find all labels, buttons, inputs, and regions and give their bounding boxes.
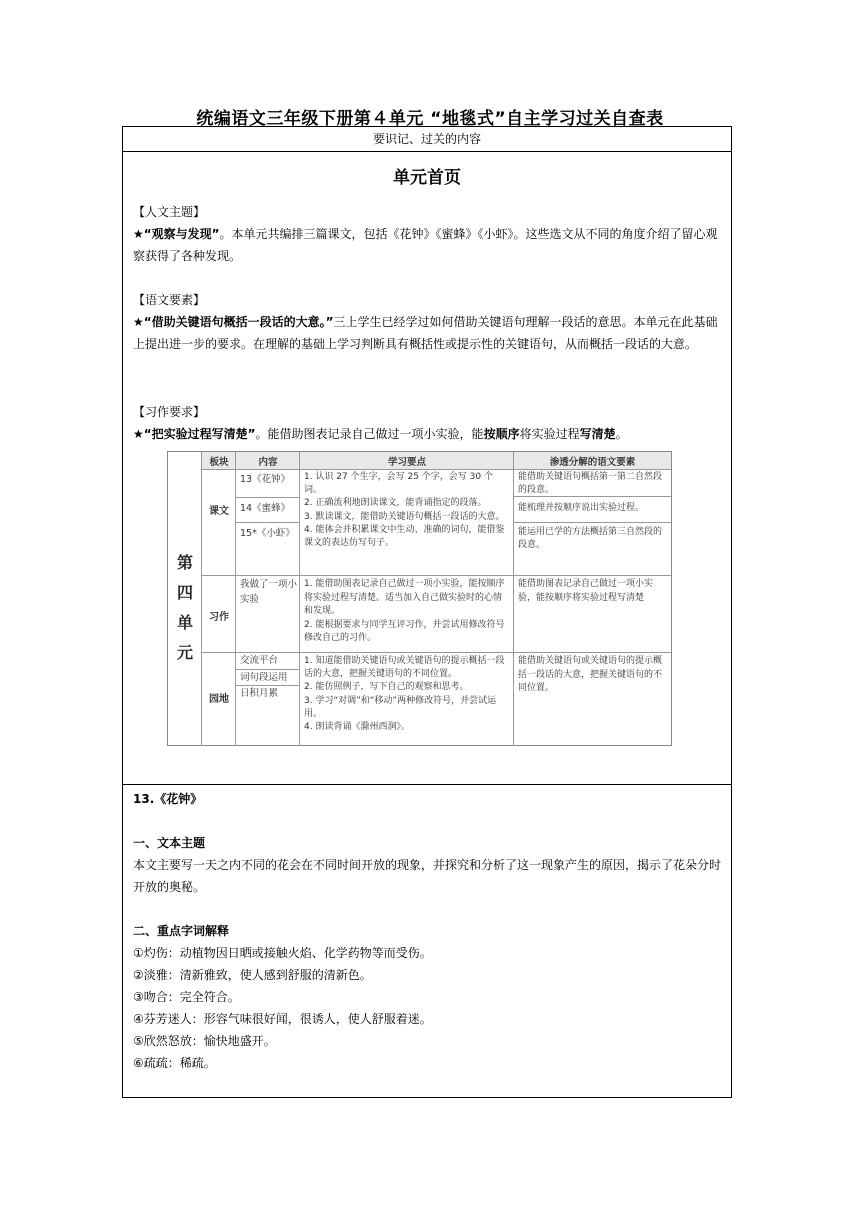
unit-label-char: 四 bbox=[176, 582, 193, 602]
writing-keyword: ★“把实验过程写清楚” bbox=[133, 427, 256, 441]
word-item: ⑤欣然怒放：愉快地盛开。 bbox=[133, 1034, 276, 1048]
theme-text: 。本单元共编排三篇课文，包括《花钟》《蜜蜂》《小虾》。这些选文从不同的角度介绍了留心观察获得了各种发现。 bbox=[133, 227, 718, 263]
table-rule bbox=[202, 652, 671, 653]
theme-block bbox=[133, 201, 727, 267]
unit-plan-table bbox=[167, 451, 672, 746]
writing-text-1: 。能借助图表记录自己做过一项小实验，能 bbox=[255, 427, 484, 441]
xizuo-content: 我做了一项小实验 bbox=[240, 579, 298, 605]
theme-keyword: ★“观察与发现” bbox=[133, 227, 220, 241]
element-keyword: ★“借助关键语句概括一段话的大意。” bbox=[133, 315, 334, 329]
lesson-13-section bbox=[123, 784, 731, 1097]
lesson-13: 13《花钟》 bbox=[240, 474, 291, 485]
yuandi-content-2: 词句段运用 bbox=[240, 672, 288, 683]
words-heading: 二、重点字词解释 bbox=[133, 924, 230, 938]
table-rule bbox=[202, 469, 671, 470]
writing-block bbox=[133, 401, 727, 445]
document-title: 统编语文三年级下册第４单元 “地毯式”自主学习过关自查表 bbox=[196, 109, 664, 129]
kewen-element-2: 能梳理并按顺序说出实验过程。 bbox=[518, 503, 645, 513]
board-xizuo: 习作 bbox=[209, 612, 229, 623]
theme-label: 【人文主题】 bbox=[133, 205, 206, 219]
checklist-table bbox=[122, 126, 732, 1098]
table-rule bbox=[236, 522, 300, 523]
col-header-content: 内容 bbox=[258, 457, 278, 468]
writing-text-2: 将实验过程 bbox=[519, 427, 580, 441]
xizuo-points: 1. 能借助图表记录自己做过一项小实验，能按顺序将实验过程写清楚。适当加入自己做实验时的心情和发现。 2. 能根据要求与同学互评习作，并尝试用修改符号修改自己的习作。 bbox=[304, 579, 505, 643]
word-item: ④芬芳迷人：形容气味很好闻，很诱人，使人舒服着迷。 bbox=[133, 1012, 432, 1026]
unit-overview-section bbox=[123, 151, 731, 785]
kewen-element-1: 能借助关键语句概括第一第二自然段的段意。 bbox=[518, 472, 663, 495]
writing-emphasis-1: 按顺序 bbox=[483, 427, 520, 441]
word-item: ③吻合：完全符合。 bbox=[133, 990, 240, 1004]
yuandi-content-1: 交流平台 bbox=[240, 655, 279, 666]
board-yuandi: 园地 bbox=[209, 694, 229, 705]
kewen-element-3: 能运用已学的方法概括第三自然段的段意。 bbox=[518, 527, 663, 550]
table-rule bbox=[514, 522, 671, 523]
lesson-13-block bbox=[133, 788, 727, 1074]
unit-heading: 单元首页 bbox=[393, 168, 461, 188]
element-paragraph bbox=[133, 311, 727, 355]
board-kewen: 课文 bbox=[209, 506, 229, 517]
col-header-elements: 渗透分解的语文要素 bbox=[549, 457, 636, 468]
word-item: ⑥疏疏：稀疏。 bbox=[133, 1056, 216, 1070]
unit-label-char: 单 bbox=[176, 612, 193, 632]
table-rule bbox=[202, 575, 671, 576]
yuandi-content-3: 日积月累 bbox=[240, 688, 279, 699]
unit-label bbox=[168, 470, 202, 745]
table-rule bbox=[236, 497, 300, 498]
lesson-13-title: 13.《花钟》 bbox=[133, 792, 203, 806]
writing-emphasis-2: 写清楚 bbox=[579, 427, 616, 441]
theme-heading: 一、文本主题 bbox=[133, 836, 206, 850]
col-header-points: 学习要点 bbox=[387, 457, 426, 468]
table-rule bbox=[299, 452, 300, 745]
theme-paragraph bbox=[133, 223, 727, 267]
lesson-14: 14《蜜蜂》 bbox=[240, 503, 291, 514]
col-header-board: 板块 bbox=[209, 457, 229, 468]
xizuo-elements: 能借助图表记录自己做过一项小实验，能按顺序将实验过程写清楚 bbox=[518, 579, 654, 603]
lesson-15: 15*《小虾》 bbox=[240, 528, 295, 539]
writing-paragraph bbox=[133, 423, 727, 445]
unit-label-char: 元 bbox=[176, 642, 193, 662]
writing-label: 【习作要求】 bbox=[133, 405, 206, 419]
writing-text-3: 。 bbox=[615, 427, 628, 441]
yuandi-elements: 能借助关键语句或关键语句的提示概括一段话的大意，把握关键语句的不同位置。 bbox=[518, 656, 663, 693]
word-item: ①灼伤：动植物因日晒或接触火焰、化学药物等而受伤。 bbox=[133, 946, 432, 960]
element-block bbox=[133, 289, 727, 355]
kewen-points: 1. 认识 27 个生字，会写 25 个字，会写 30 个词。 2. 正确流利地朗读课文，能背诵指定的段落。 3. 默读课文，能借助关键语句概括一段话的大意。 4. 能体会并积累课文中生动、准确的词句，能借鉴课文的表达仿写句子。 bbox=[304, 472, 505, 549]
element-label: 【语文要素】 bbox=[133, 293, 206, 307]
table-rule bbox=[236, 669, 300, 670]
table-header: 要识记、过关的内容 bbox=[123, 127, 731, 152]
unit-label-char: 第 bbox=[176, 552, 193, 572]
theme-text: 本文主要写一天之内不同的花会在不同时间开放的现象，并探究和分析了这一现象产生的原因，揭示了花朵分时开放的奥秘。 bbox=[133, 858, 722, 894]
yuandi-points: 1. 知道能借助关键语句或关键语句的提示概括一段话的大意，把握关键语句的不同位置。 2. 能仿照例子，写下自己的观察和思考。 3. 学习“对调”和“移动”两种修改符号，并尝试运用。 4. 朗读背诵《滁州西涧》。 bbox=[304, 656, 505, 733]
element-text: 三上学生已经学过如何借助关键语句理解一段话的意思。本单元在此基础上提出进一步的要求。在理解的基础上学习判断具有概括性或提示性的关键语句，从而概括一段话的大意。 bbox=[133, 315, 718, 351]
word-item: ②淡雅：清新雅致，使人感到舒服的清新色。 bbox=[133, 968, 372, 982]
